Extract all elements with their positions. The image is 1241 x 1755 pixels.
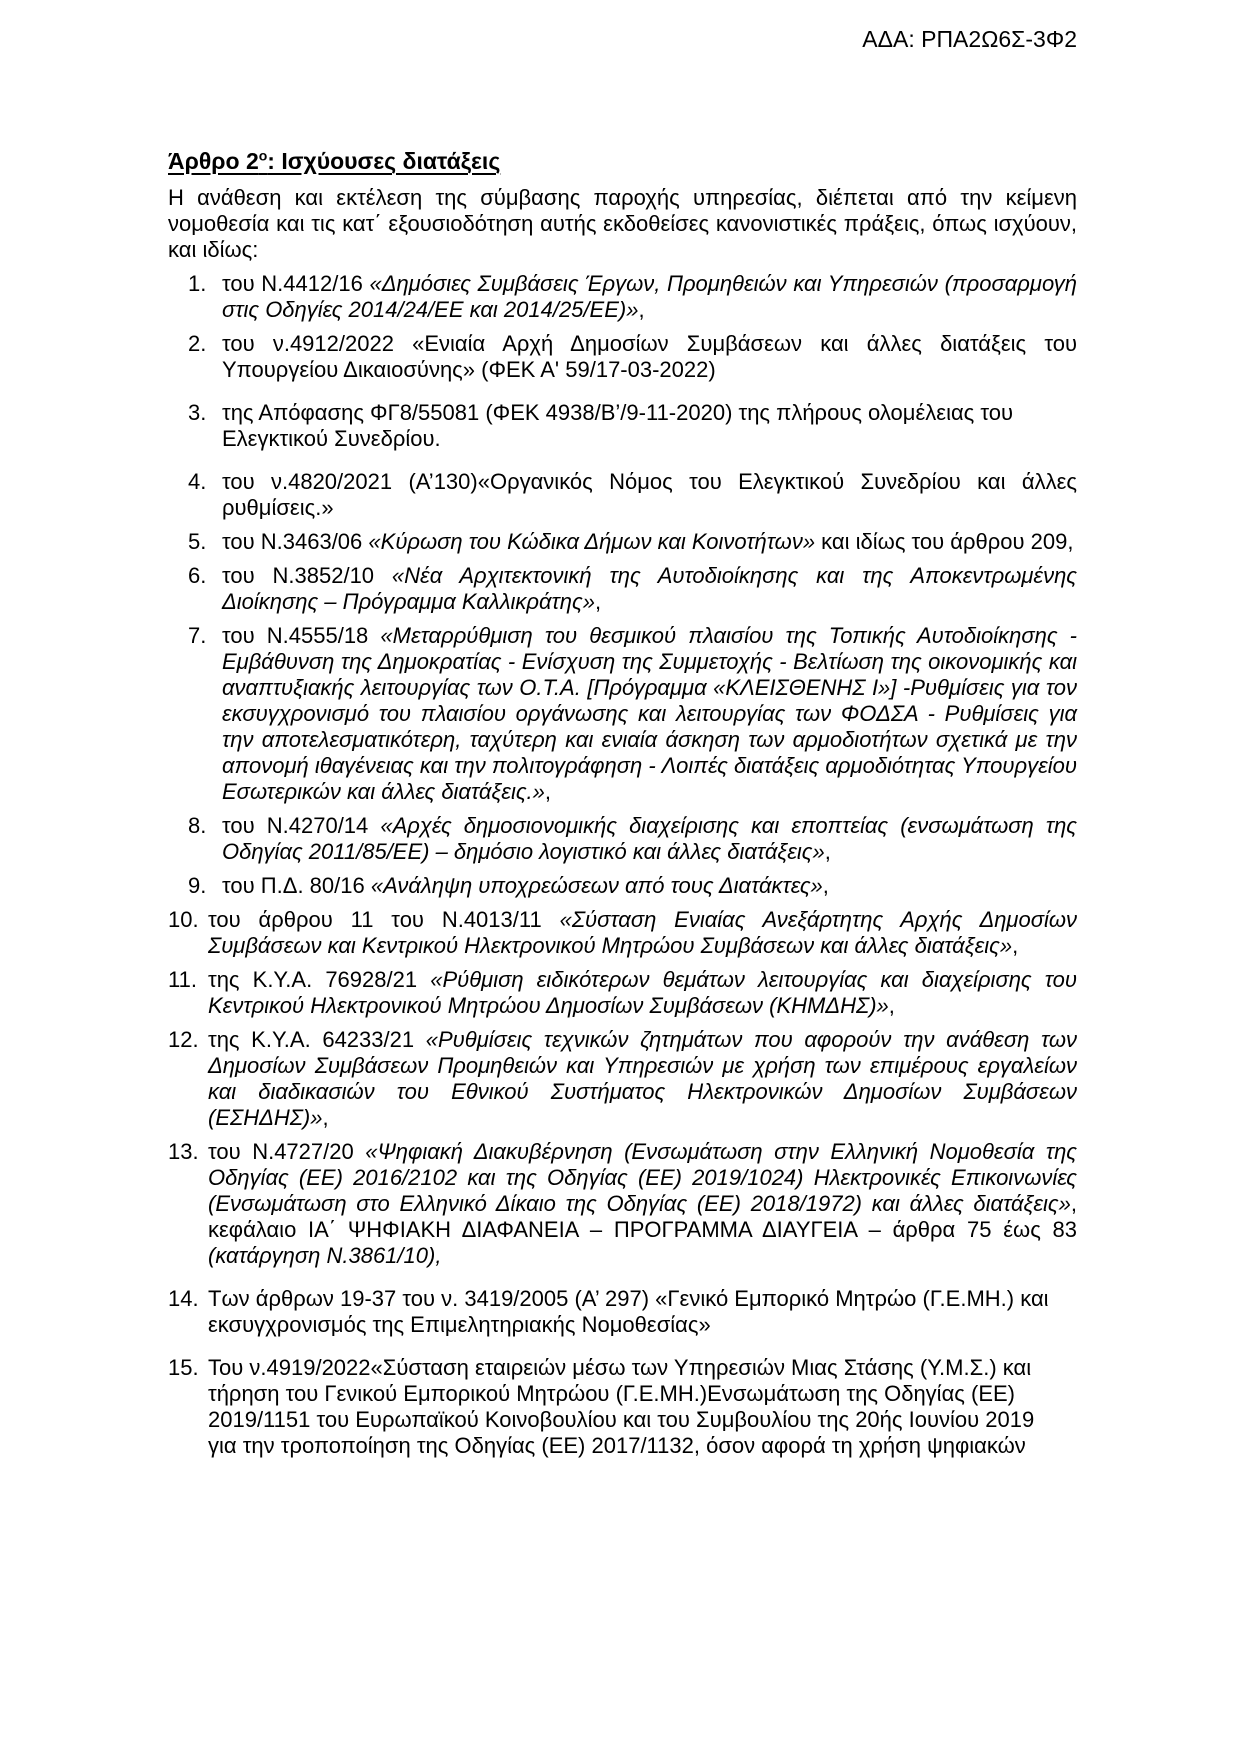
list-item-number: 6. — [188, 563, 207, 588]
text-run: Των άρθρων 19-37 του ν. 3419/2005 (Α’ 297) «Γενικό Εμπορικό Μητρώο (Γ.Ε.ΜΗ.) και — [208, 1286, 1049, 1311]
list-item-number: 7. — [188, 623, 207, 648]
list-item-6 — [168, 563, 1077, 615]
list-item-number: 13. — [168, 1139, 199, 1164]
text-run: «Δημόσιες Συμβάσεις Έργων, Προμηθειών και Υπηρεσιών (προσαρμογή στις Οδηγίες 2014/24/ΕΕ και 2014/25/ΕΕ)» — [222, 271, 1077, 322]
text-run: , — [638, 297, 645, 322]
text-run: , κεφάλαιο ΙΑ΄ ΨΗΦΙΑΚΗ ΔΙΑΦΑΝΕΙΑ – ΠΡΟΓΡΑΜΜΑ ΔΙΑΥΓΕΙΑ – άρθρα 75 έως 83 — [208, 1191, 1077, 1242]
text-run: της Απόφασης ΦΓ8/55081 (ΦΕΚ 4938/Β’/9-11-2020) της πλήρους ολομέλειας του — [222, 400, 1014, 425]
text-run: Ελεγκτικού Συνεδρίου. — [222, 426, 441, 451]
text-run: του Ν.4727/20 — [208, 1139, 366, 1164]
text-run: «Μεταρρύθμιση του θεσμικού πλαισίου της Τοπικής Αυτοδιοίκησης - Εμβάθυνση της Δημοκρατίας - Ενίσχυση της Συμμετοχής - Βελτίωση της οικονομικής και αναπτυξιακής λειτουργίας των Ο.Τ.Α. [Πρόγραμμα «ΚΛΕΙΣΘΕΝΗΣ Ι»] -Ρυθμίσεις για τον εκσυγχρονισμό του πλαισίου οργάνωσης και λειτουργίας των ΦΟΔΣΑ - Ρυθμίσεις για την αποτελεσματικότερη, ταχύτερη και ενιαία άσκηση των αρμοδιοτήτων σχετικά με την απονομή ιθαγένειας και την πολιτογράφηση - Λοιπές διατάξεις αρμοδιότητας Υπουργείου Εσωτερικών και άλλες διατάξεις.» — [222, 623, 1077, 804]
list-item-number: 4. — [188, 469, 207, 494]
text-run: του Ν.3463/06 — [222, 529, 369, 554]
list-item-8 — [168, 813, 1077, 865]
list-item-number: 1. — [188, 271, 207, 296]
text-run: , — [824, 839, 831, 864]
text-run: , — [888, 993, 895, 1018]
list-item-number: 15. — [168, 1355, 199, 1380]
list-item-number: 12. — [168, 1027, 199, 1052]
provisions-list — [168, 271, 1077, 1459]
text-run: για την τροποποίηση της Οδηγίας (ΕΕ) 2017/1132, όσον αφορά τη χρήση ψηφιακών — [208, 1433, 1026, 1458]
text-run: «Ρυθμίσεις τεχνικών ζητημάτων που αφορούν την ανάθεση των Δημοσίων Συμβάσεων Προμηθειών και Υπηρεσιών με χρήση των επιμέρους εργαλείων και διαδικασιών του Εθνικού Συστήματος Ηλεκτρονικών Δημοσίων Συμβάσεων (ΕΣΗΔΗΣ)» — [208, 1027, 1078, 1130]
list-item-number: 11. — [168, 967, 197, 992]
list-item-number: 9. — [188, 873, 207, 898]
article-title — [168, 148, 1077, 174]
text-run: 2019/1151 του Ευρωπαϊκού Κοινοβουλίου και του Συμβουλίου της 20ής Ιουνίου 2019 — [208, 1407, 1035, 1432]
text-run: του άρθρου 11 του Ν.4013/11 — [208, 907, 560, 932]
list-item-14 — [168, 1286, 1077, 1338]
text-run: «Νέα Αρχιτεκτονική της Αυτοδιοίκησης και της Αποκεντρωμένης Διοίκησης – Πρόγραμμα Καλλικράτης» — [222, 563, 1077, 614]
list-item-number: 14. — [168, 1286, 199, 1311]
text-run: του Π.Δ. 80/16 — [222, 873, 371, 898]
text-run: «Σύσταση Ενιαίας Ανεξάρτητης Αρχής Δημοσίων Συμβάσεων και Κεντρικού Ηλεκτρονικού Μητρώου Συμβάσεων και άλλες διατάξεις» — [208, 907, 1077, 958]
list-item-7 — [168, 623, 1077, 805]
text-run: , — [322, 1105, 329, 1130]
list-item-number: 3. — [188, 400, 207, 425]
article-title-ordinal: ο — [258, 147, 268, 164]
text-run: «Κύρωση του Κώδικα Δήμων και Κοινοτήτων» — [368, 529, 816, 554]
text-run: , — [594, 589, 602, 614]
text-run: του Ν.4412/16 — [222, 271, 370, 296]
list-item-number: 2. — [188, 331, 207, 356]
list-item-10 — [168, 907, 1077, 959]
text-run: του Ν.4270/14 — [222, 813, 381, 838]
text-run: του Ν.4555/18 — [222, 623, 381, 648]
list-item-number: 5. — [188, 529, 207, 554]
article-title-rest: : Ισχύουσες διατάξεις — [267, 148, 501, 174]
text-run: (κατάργηση Ν.3861/10), — [208, 1243, 442, 1268]
list-item-11 — [168, 967, 1077, 1019]
text-run: , — [1012, 933, 1019, 958]
list-item-1 — [168, 271, 1077, 323]
ada-code: ΑΔΑ: ΡΠΑ2Ω6Σ-3Φ2 — [862, 26, 1077, 52]
list-item-number: 8. — [188, 813, 207, 838]
list-item-12 — [168, 1027, 1077, 1131]
text-run: «Ανάληψη υποχρεώσεων από τους Διατάκτες» — [370, 873, 823, 898]
text-run: εκσυγχρονισμός της Επιμελητηριακής Νομοθεσίας» — [208, 1312, 711, 1337]
article-title-text: Άρθρο 2 — [168, 148, 259, 174]
text-run: «Αρχές δημοσιονομικής διαχείρισης και εποπτείας (ενσωμάτωση της Οδηγίας 2011/85/ΕΕ) – δημόσιο λογιστικό και άλλες διατάξεις» — [222, 813, 1077, 864]
text-run: , — [822, 873, 829, 898]
text-run: , — [544, 779, 552, 804]
list-item-9 — [168, 873, 1077, 899]
list-item-2 — [168, 331, 1077, 383]
text-run: «Ρύθμιση ειδικότερων θεμάτων λειτουργίας και διαχείρισης του Κεντρικού Ηλεκτρονικού Μητρώου Δημοσίων Συμβάσεων (ΚΗΜΔΗΣ)» — [208, 967, 1077, 1018]
text-run: «Ψηφιακή Διακυβέρνηση (Ενσωμάτωση στην Ελληνική Νομοθεσία της Οδηγίας (ΕΕ) 2016/2102 και της Οδηγίας (ΕΕ) 2019/1024) Ηλεκτρονικές Επικοινωνίες (Ενσωμάτωση στο Ελληνικό Δίκαιο της Οδηγίας (ΕΕ) 2018/1972) και άλλες διατάξεις» — [208, 1139, 1077, 1216]
list-item-3 — [168, 400, 1077, 452]
text-run: Του ν.4919/2022«Σύσταση εταιρειών μέσω των Υπηρεσιών Μιας Στάσης (Υ.Μ.Σ.) και — [208, 1355, 1032, 1380]
list-item-5 — [168, 529, 1077, 555]
list-item-13 — [168, 1139, 1077, 1269]
text-run: της Κ.Υ.Α. 76928/21 — [208, 967, 431, 992]
text-run: της Κ.Υ.Α. 64233/21 — [208, 1027, 426, 1052]
text-run: και ιδίως του άρθρου 209, — [815, 529, 1074, 554]
intro-paragraph: Η ανάθεση και εκτέλεση της σύμβασης παροχής υπηρεσίας, διέπεται από την κείμενη νομοθεσία και τις κατ΄ εξουσιοδότηση αυτής εκδοθείσες κανονιστικές πράξεις, όπως ισχύουν, και ιδίως: — [168, 185, 1077, 262]
list-item-number: 10. — [168, 907, 199, 932]
text-run: του ν.4820/2021 (Α’130)«Οργανικός Νόμος του Ελεγκτικού Συνεδρίου και άλλες ρυθμίσεις.» — [222, 469, 1077, 520]
list-item-15 — [168, 1355, 1077, 1459]
text-run: του Ν.3852/10 — [222, 563, 392, 588]
text-run: τήρηση του Γενικού Εμπορικού Μητρώου (Γ.Ε.ΜΗ.)Ενσωμάτωση της Οδηγίας (ΕΕ) — [208, 1381, 1016, 1406]
list-item-4 — [168, 469, 1077, 521]
text-run: του ν.4912/2022 «Ενιαία Αρχή Δημοσίων Συμβάσεων και άλλες διατάξεις του Υπουργείου Δικαιοσύνης» (ΦΕΚ Α' 59/17-03-2022) — [222, 331, 1077, 382]
